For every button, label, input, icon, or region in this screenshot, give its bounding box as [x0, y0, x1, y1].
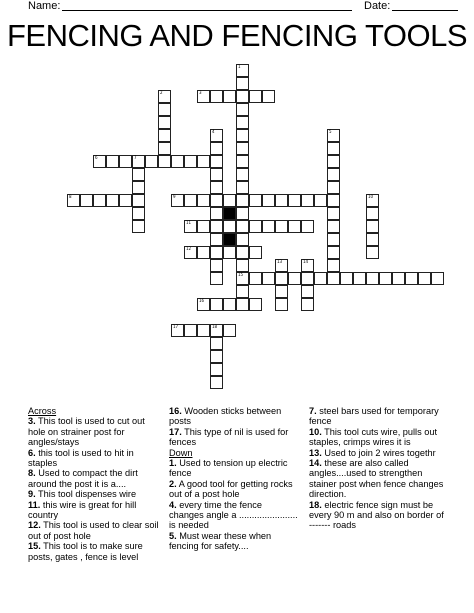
grid-cell[interactable]: [197, 220, 210, 233]
grid-cell[interactable]: [210, 350, 223, 363]
clue-item: [28, 448, 160, 469]
grid-cell[interactable]: [392, 272, 405, 285]
grid-cell[interactable]: [197, 90, 210, 103]
grid-cell[interactable]: [93, 194, 106, 207]
grid-cell[interactable]: [327, 142, 340, 155]
grid-cell[interactable]: [236, 194, 249, 207]
grid-cell[interactable]: [210, 168, 223, 181]
grid-cell[interactable]: [236, 90, 249, 103]
grid-cell[interactable]: [236, 259, 249, 272]
clue-number: 1.: [169, 458, 177, 469]
grid-cell[interactable]: [132, 155, 145, 168]
clue-text: Wooden sticks between posts: [169, 406, 282, 427]
grid-cell[interactable]: [132, 181, 145, 194]
clue-number: 3.: [28, 416, 36, 427]
grid-cell[interactable]: [210, 246, 223, 259]
grid-cell[interactable]: [275, 220, 288, 233]
grid-cell[interactable]: [327, 233, 340, 246]
grid-cell[interactable]: [236, 298, 249, 311]
grid-cell[interactable]: [275, 259, 288, 272]
grid-cell[interactable]: [366, 220, 379, 233]
grid-cell[interactable]: [327, 129, 340, 142]
clue-number-label: 9: [173, 194, 176, 199]
clue-text: This tool cuts wire, pulls out staples, crimps wires it is: [309, 426, 438, 448]
clue-item: [169, 500, 299, 531]
grid-cell[interactable]: [236, 77, 249, 90]
clue-text: Used to join 2 wires togethr: [321, 447, 436, 458]
clue-text: steel bars used for temporary fence: [309, 406, 439, 427]
grid-cell[interactable]: [119, 155, 132, 168]
clue-number: 13.: [309, 447, 322, 458]
clue-number-label: 11: [186, 220, 192, 225]
grid-cell[interactable]: [197, 246, 210, 259]
grid-cell[interactable]: [236, 272, 249, 285]
clue-item: [309, 427, 447, 448]
clue-number: 7.: [309, 406, 317, 416]
grid-cell[interactable]: [158, 155, 171, 168]
clue-number: 15.: [28, 541, 41, 552]
clue-number: 4.: [169, 499, 177, 510]
grid-cell[interactable]: [314, 194, 327, 207]
clue-item: [169, 479, 299, 500]
clue-number-label: 17: [173, 324, 179, 329]
grid-cell[interactable]: [210, 259, 223, 272]
clues-column-1: [28, 406, 160, 562]
grid-cell[interactable]: [431, 272, 444, 285]
clue-number: 10.: [309, 426, 322, 437]
grid-cell[interactable]: [93, 155, 106, 168]
grid-cell[interactable]: [184, 324, 197, 337]
grid-cell[interactable]: [366, 233, 379, 246]
grid-cell[interactable]: [132, 194, 145, 207]
clue-number-label: 14: [303, 259, 309, 264]
grid-cell[interactable]: [418, 272, 431, 285]
grid-cell[interactable]: [301, 272, 314, 285]
grid-cell[interactable]: [327, 207, 340, 220]
clue-text: Used to compact the dirt around the post it is a....: [28, 468, 138, 489]
clue-text: every time the fence changes angle a ....................... is needed: [169, 499, 298, 531]
clue-number-label: 13: [277, 259, 283, 264]
clue-number: 12.: [28, 520, 41, 531]
grid-cell[interactable]: [158, 116, 171, 129]
clue-number-label: 3: [199, 90, 202, 95]
grid-cell[interactable]: [236, 103, 249, 116]
grid-cell[interactable]: [236, 181, 249, 194]
grid-cell[interactable]: [405, 272, 418, 285]
across-heading: Across: [28, 406, 57, 416]
clue-number-label: 15: [238, 272, 244, 277]
grid-cell[interactable]: [301, 298, 314, 311]
grid-cell[interactable]: [249, 272, 262, 285]
grid-cell[interactable]: [249, 298, 262, 311]
clue-number-label: 18: [212, 324, 218, 329]
clue-item: [309, 406, 447, 427]
clue-number-label: 16: [199, 298, 205, 303]
clue-item: [169, 427, 299, 448]
clue-number: 8.: [28, 468, 36, 479]
clue-item: [28, 500, 160, 521]
grid-cell[interactable]: [67, 194, 80, 207]
clue-text: This tool is used to clear soil out of post hole: [28, 520, 159, 541]
clue-number-label: 6: [95, 155, 98, 160]
clue-item: [28, 416, 160, 447]
grid-cell[interactable]: [327, 181, 340, 194]
grid-cell[interactable]: [132, 220, 145, 233]
clue-text: this tool is used to hit in staples: [28, 447, 134, 469]
grid-cell[interactable]: [327, 194, 340, 207]
grid-cell[interactable]: [366, 272, 379, 285]
grid-cell[interactable]: [210, 194, 223, 207]
grid-cell[interactable]: [236, 129, 249, 142]
clue-number-label: 4: [212, 129, 215, 134]
grid-cell[interactable]: [275, 194, 288, 207]
grid-cell[interactable]: [197, 324, 210, 337]
clue-item: [169, 406, 299, 427]
grid-cell[interactable]: [184, 155, 197, 168]
grid-cell[interactable]: [210, 142, 223, 155]
clue-text: these are also called angles....used to strengthen stainer post when fence changes direction.: [309, 458, 444, 500]
grid-cell[interactable]: [210, 298, 223, 311]
grid-cell[interactable]: [210, 363, 223, 376]
clue-number-label: 2: [160, 90, 163, 95]
clue-number: 11.: [28, 499, 41, 510]
grid-cell[interactable]: [210, 90, 223, 103]
grid-cell[interactable]: [197, 298, 210, 311]
grid-cell[interactable]: [171, 155, 184, 168]
grid-cell[interactable]: [327, 220, 340, 233]
clue-number: 2.: [169, 478, 177, 489]
grid-cell[interactable]: [223, 324, 236, 337]
grid-cell[interactable]: [210, 337, 223, 350]
grid-cell[interactable]: [262, 272, 275, 285]
grid-cell[interactable]: [145, 155, 158, 168]
clue-text: This tool is used to cut out hole on strainer post for angles/stays: [28, 416, 145, 448]
grid-cell[interactable]: [223, 90, 236, 103]
clue-item: [309, 448, 447, 458]
clue-item: [28, 468, 160, 489]
grid-cell[interactable]: [210, 207, 223, 220]
clue-number-label: 12: [186, 246, 192, 251]
page-title: FENCING AND FENCING TOOLS: [6, 18, 468, 53]
clue-number-label: 1: [238, 64, 241, 69]
grid-cell[interactable]: [184, 220, 197, 233]
grid-cell[interactable]: [223, 194, 236, 207]
grid-cell[interactable]: [171, 324, 184, 337]
grid-cell[interactable]: [366, 246, 379, 259]
grid-cell[interactable]: [249, 90, 262, 103]
clue-text: This tool is to make sure posts, gates , fence is level: [28, 541, 143, 562]
clue-text: electric fence sign must be every 90 m and also on border of ------- roads: [309, 499, 444, 531]
grid-cell[interactable]: [184, 194, 197, 207]
grid-block: [223, 207, 236, 220]
grid-cell[interactable]: [301, 220, 314, 233]
grid-cell[interactable]: [171, 194, 184, 207]
clue-number-label: 5: [329, 129, 332, 134]
grid-cell[interactable]: [301, 285, 314, 298]
grid-cell[interactable]: [301, 259, 314, 272]
clue-number-label: 10: [368, 194, 374, 199]
clue-number: 17.: [169, 426, 182, 437]
grid-cell[interactable]: [197, 194, 210, 207]
grid-cell[interactable]: [236, 285, 249, 298]
grid-cell[interactable]: [236, 142, 249, 155]
grid-cell[interactable]: [353, 272, 366, 285]
grid-cell[interactable]: [106, 155, 119, 168]
clue-number: 18.: [309, 499, 322, 510]
grid-cell[interactable]: [236, 220, 249, 233]
grid-block: [223, 233, 236, 246]
grid-cell[interactable]: [210, 233, 223, 246]
grid-cell[interactable]: [262, 220, 275, 233]
clue-number: 14.: [309, 458, 322, 469]
clue-item: [28, 489, 160, 499]
grid-cell[interactable]: [327, 272, 340, 285]
grid-cell[interactable]: [288, 220, 301, 233]
down-heading: Down: [169, 447, 193, 458]
clue-number-label: 7: [134, 155, 137, 160]
grid-cell[interactable]: [210, 181, 223, 194]
grid-cell[interactable]: [223, 298, 236, 311]
grid-cell[interactable]: [80, 194, 93, 207]
grid-cell[interactable]: [366, 207, 379, 220]
grid-cell[interactable]: [249, 194, 262, 207]
grid-cell[interactable]: [197, 155, 210, 168]
grid-cell[interactable]: [210, 155, 223, 168]
grid-cell[interactable]: [119, 194, 132, 207]
grid-cell[interactable]: [223, 246, 236, 259]
grid-cell[interactable]: [106, 194, 119, 207]
clue-item: [169, 531, 299, 552]
grid-cell[interactable]: [236, 233, 249, 246]
grid-cell[interactable]: [236, 207, 249, 220]
clue-item: [28, 520, 160, 541]
grid-cell[interactable]: [314, 272, 327, 285]
clues-column-3: [309, 406, 447, 531]
clue-number: 9.: [28, 489, 36, 500]
grid-cell[interactable]: [158, 90, 171, 103]
clue-text: this wire is great for hill country: [28, 499, 137, 521]
grid-cell[interactable]: [132, 168, 145, 181]
grid-cell[interactable]: [340, 272, 353, 285]
clue-number: 16.: [169, 406, 182, 416]
grid-cell[interactable]: [210, 376, 223, 389]
grid-cell[interactable]: [366, 194, 379, 207]
grid-cell[interactable]: [301, 194, 314, 207]
grid-cell[interactable]: [210, 129, 223, 142]
grid-cell[interactable]: [158, 103, 171, 116]
grid-cell[interactable]: [288, 194, 301, 207]
grid-cell[interactable]: [275, 285, 288, 298]
grid-cell[interactable]: [288, 272, 301, 285]
clue-number: 6.: [28, 447, 36, 458]
grid-cell[interactable]: [184, 246, 197, 259]
grid-cell[interactable]: [379, 272, 392, 285]
clue-number: 5.: [169, 530, 177, 541]
clue-text: Must wear these when fencing for safety....: [169, 530, 272, 552]
clue-item: [309, 500, 447, 531]
clue-item: [309, 458, 447, 500]
clue-text: A good tool for getting rocks out of a post hole: [169, 478, 293, 500]
clue-item: [28, 541, 160, 562]
grid-cell[interactable]: [236, 168, 249, 181]
grid-cell[interactable]: [236, 155, 249, 168]
grid-cell[interactable]: [327, 246, 340, 259]
clue-text: This type of nil is used for fences: [169, 426, 289, 448]
grid-cell[interactable]: [210, 272, 223, 285]
grid-cell[interactable]: [210, 324, 223, 337]
grid-cell[interactable]: [262, 194, 275, 207]
grid-cell[interactable]: [275, 272, 288, 285]
grid-cell[interactable]: [249, 246, 262, 259]
name-label: Name:: [28, 0, 61, 12]
grid-cell[interactable]: [262, 90, 275, 103]
grid-cell[interactable]: [236, 64, 249, 77]
grid-cell[interactable]: [236, 246, 249, 259]
clue-number-label: 8: [69, 194, 72, 199]
grid-cell[interactable]: [236, 116, 249, 129]
grid-cell[interactable]: [223, 220, 236, 233]
grid-cell[interactable]: [249, 220, 262, 233]
grid-cell[interactable]: [158, 129, 171, 142]
clues-column-2: [169, 406, 299, 552]
clue-item: [169, 458, 299, 479]
grid-cell[interactable]: [132, 207, 145, 220]
clue-text: Used to tension up electric fence: [169, 458, 288, 479]
clue-text: This tool dispenses wire: [35, 489, 137, 500]
grid-cell[interactable]: [327, 155, 340, 168]
grid-cell[interactable]: [158, 142, 171, 155]
grid-cell[interactable]: [327, 168, 340, 181]
grid-cell[interactable]: [275, 298, 288, 311]
grid-cell[interactable]: [210, 220, 223, 233]
date-label: Date:: [364, 0, 391, 12]
grid-cell[interactable]: [327, 259, 340, 272]
